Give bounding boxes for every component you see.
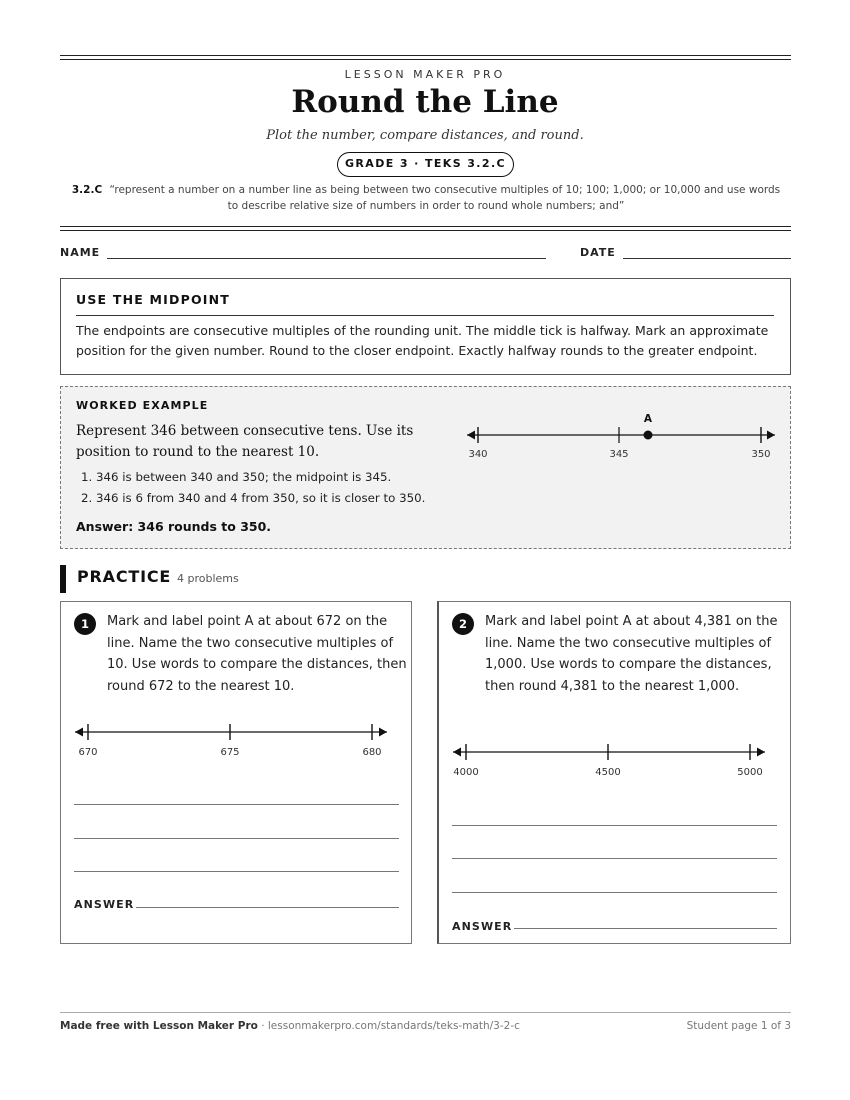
problem-number-badge: 1 <box>74 613 96 635</box>
problem-card-2 <box>437 601 791 944</box>
tick-label: 675 <box>220 747 240 758</box>
page-subtitle: Plot the number, compare distances, and round. <box>266 128 584 143</box>
worked-example-answer: Answer: 346 rounds to 350. <box>76 519 272 534</box>
point-a-marker <box>644 431 653 440</box>
footer-rule <box>60 1012 791 1013</box>
tick-label: 350 <box>751 449 771 460</box>
left-arrow-icon <box>467 431 475 440</box>
right-arrow-icon <box>767 431 775 440</box>
name-date-row <box>60 246 791 262</box>
point-label: A <box>643 413 653 425</box>
left-arrow-icon <box>453 748 461 757</box>
problem-number-line[interactable] <box>71 718 391 764</box>
tip-divider <box>76 315 774 316</box>
tick-label: 5000 <box>737 767 763 778</box>
standard-description <box>66 182 786 214</box>
practice-heading: PRACTICE <box>77 567 172 586</box>
example-number-line <box>461 409 781 469</box>
standard-code: 3.2.C <box>71 184 103 196</box>
grade-badge: GRADE 3 · TEKS 3.2.C <box>337 152 514 177</box>
worked-example-box <box>60 386 791 549</box>
right-arrow-icon <box>757 748 765 757</box>
tick-label: 345 <box>609 449 629 460</box>
left-arrow-icon <box>75 728 83 737</box>
worked-example-prompt: Represent 346 between consecutive tens. Use its position to round to the nearest 10. <box>76 423 414 460</box>
date-label: DATE <box>580 246 616 259</box>
example-step: 2. 346 is 6 from 340 and 4 from 350, so it is closer to 350. <box>81 491 426 505</box>
work-line[interactable] <box>74 804 399 805</box>
problem-number-badge: 2 <box>452 613 474 635</box>
work-line[interactable] <box>452 892 777 893</box>
tick-label: 680 <box>362 747 382 758</box>
work-line[interactable] <box>74 838 399 839</box>
worked-example-steps <box>81 467 501 509</box>
brand-name: LESSON MAKER PRO <box>344 68 506 81</box>
right-arrow-icon <box>379 728 387 737</box>
problem-text: Mark and label point A at about 672 on the line. Name the two consecutive multiples of 10. Use words to compare the distances, then round 672 to the nearest 10. <box>107 614 407 694</box>
footer-page-number: Student page 1 of 3 <box>686 1020 791 1032</box>
practice-count: 4 problems <box>177 572 239 585</box>
header-bottom-rule <box>60 226 791 231</box>
tip-title: USE THE MIDPOINT <box>76 292 231 307</box>
name-label: NAME <box>60 246 101 259</box>
problem-number-line[interactable] <box>449 738 769 784</box>
answer-label: ANSWER <box>74 898 135 911</box>
midpoint-tip-box <box>60 278 791 375</box>
example-step: 1. 346 is between 340 and 350; the midpoint is 345. <box>81 470 392 484</box>
footer-made-with: Made free with Lesson Maker Pro <box>60 1020 258 1032</box>
answer-field[interactable] <box>136 907 399 908</box>
standard-text: “represent a number on a number line as being between two consecutive multiples of 10; 100; 1,000; or 10,000 and use words to describe relative size of numbers in order to round whole numbers; and” <box>109 184 781 212</box>
header-top-rule <box>60 55 791 60</box>
page-title: Round the Line <box>291 84 559 120</box>
problem-card-1 <box>60 601 412 944</box>
problem-text: Mark and label point A at about 4,381 on the line. Name the two consecutive multiples of 1,000. Use words to compare the distances, then round 4,381 to the nearest 1,000. <box>485 614 778 694</box>
footer-credit <box>60 1020 520 1032</box>
tip-text: The endpoints are consecutive multiples of the rounding unit. The middle tick is halfway. Mark an approximate position for the given number. Round to the closer endpoint. Exactly halfway rounds to the greater endpoint. <box>76 323 769 358</box>
work-line[interactable] <box>74 871 399 872</box>
answer-field[interactable] <box>514 928 777 929</box>
footer-url[interactable]: · lessonmakerpro.com/standards/teks-math/3-2-c <box>257 1020 520 1032</box>
work-line[interactable] <box>452 858 777 859</box>
answer-label: ANSWER <box>452 920 513 933</box>
date-field[interactable] <box>623 258 791 259</box>
tick-label: 4000 <box>453 767 479 778</box>
practice-accent-bar <box>60 565 66 593</box>
tick-label: 340 <box>468 449 488 460</box>
tick-label: 4500 <box>595 767 621 778</box>
worked-example-label: WORKED EXAMPLE <box>76 399 209 412</box>
work-line[interactable] <box>452 825 777 826</box>
tick-label: 670 <box>78 747 98 758</box>
name-field[interactable] <box>107 258 546 259</box>
